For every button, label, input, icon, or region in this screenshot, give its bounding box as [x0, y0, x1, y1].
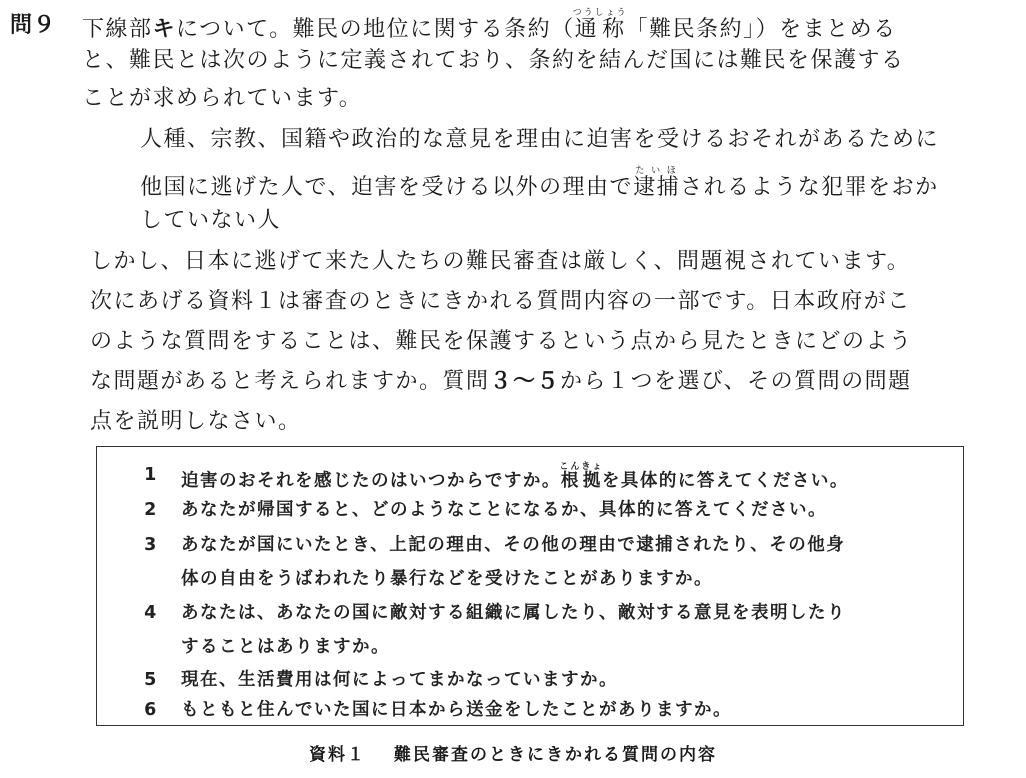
- tsusho-kanji: 通称: [572, 17, 628, 42]
- item-number: 1: [144, 465, 158, 485]
- definition-line-2: [140, 166, 939, 203]
- konkyo-kanji: 根拠: [559, 471, 604, 491]
- intro-line-3: ことが求められています。: [82, 86, 363, 111]
- body-line-2: 次にあげる資料１は審査のときにきかれる質問内容の一部です。日本政府がこ: [90, 289, 911, 314]
- body-text-4-post: から１つを選び、その質問の問題: [560, 369, 912, 394]
- item-text: あなたが国にいたとき、上記の理由、その他の理由で逮捕されたり、その他身: [181, 535, 846, 555]
- tsusho-reading: つうしょう: [572, 8, 628, 18]
- intro-text-2: について。難民の地位に関する条約（: [176, 17, 575, 42]
- body-line-4: [90, 367, 912, 397]
- item-number: 3: [144, 535, 158, 555]
- item-number: 4: [144, 603, 158, 623]
- intro-text-3: 「難民条約」）をまとめる: [625, 17, 897, 42]
- item-number: 6: [144, 700, 158, 720]
- intro-line-2: と、難民とは次のように定義されており、条約を結んだ国には難民を保護する: [82, 48, 905, 73]
- konkyo-ruby: [559, 462, 604, 491]
- body-line-1: しかし、日本に逃げて来た人たちの難民審査は厳しく、問題視されています。: [90, 249, 911, 274]
- taiho-kanji: 逮捕: [633, 175, 681, 200]
- definition-line-1: 人種、宗教、国籍や政治的な意見を理由に迫害を受けるおそれがあるために: [140, 127, 940, 152]
- item-text-pre: 迫害のおそれを感じたのはいつからですか。: [181, 471, 561, 491]
- material-caption: [0, 740, 1026, 765]
- taiho-reading: たいほ: [633, 166, 681, 176]
- tsusho-ruby: [572, 8, 628, 42]
- intro-line-1: [82, 8, 897, 45]
- body-text-4-pre: な問題があると考えられますか。質問: [90, 369, 490, 394]
- underline-key: キ: [152, 17, 177, 42]
- definition-text-post: されるような犯罪をおか: [680, 175, 939, 200]
- item-text: 現在、生活費用は何によってまかなっていますか。: [181, 670, 618, 690]
- item-text: [181, 462, 849, 494]
- intro-text-1: 下線部: [82, 17, 153, 42]
- item-number: 5: [144, 670, 158, 690]
- item-number: 2: [144, 500, 158, 520]
- body-line-3: のような質問をすることは、難民を保護するという点から見たときにどのよう: [90, 329, 913, 354]
- item-text-post: を具体的に答えてください。: [601, 471, 849, 491]
- caption-label: 資料１: [309, 745, 366, 765]
- item-text-continued: 体の自由をうばわれたり暴行などを受けたことがありますか。: [181, 569, 713, 589]
- body-line-5: 点を説明しなさい。: [90, 409, 302, 434]
- question-range: ３～５: [489, 369, 561, 394]
- item-text-continued: することはありますか。: [181, 637, 390, 657]
- question-number: 問９: [10, 13, 57, 38]
- item-text: もともと住んでいた国に日本から送金をしたことがありますか。: [181, 700, 732, 720]
- definition-text-pre: 他国に逃げた人で、迫害を受ける以外の理由で: [140, 175, 634, 200]
- item-text: あなたが帰国すると、どのようなことになるか、具体的に答えてください。: [181, 500, 827, 520]
- item-text: あなたは、あなたの国に敵対する組織に属したり、敵対する意見を表明したり: [181, 603, 846, 623]
- definition-line-3: していない人: [140, 208, 282, 233]
- material-box: [96, 446, 964, 726]
- taiho-ruby: [633, 166, 681, 200]
- caption-text: 難民審査のときにきかれる質問の内容: [394, 745, 717, 765]
- konkyo-reading: こんきょ: [559, 462, 604, 472]
